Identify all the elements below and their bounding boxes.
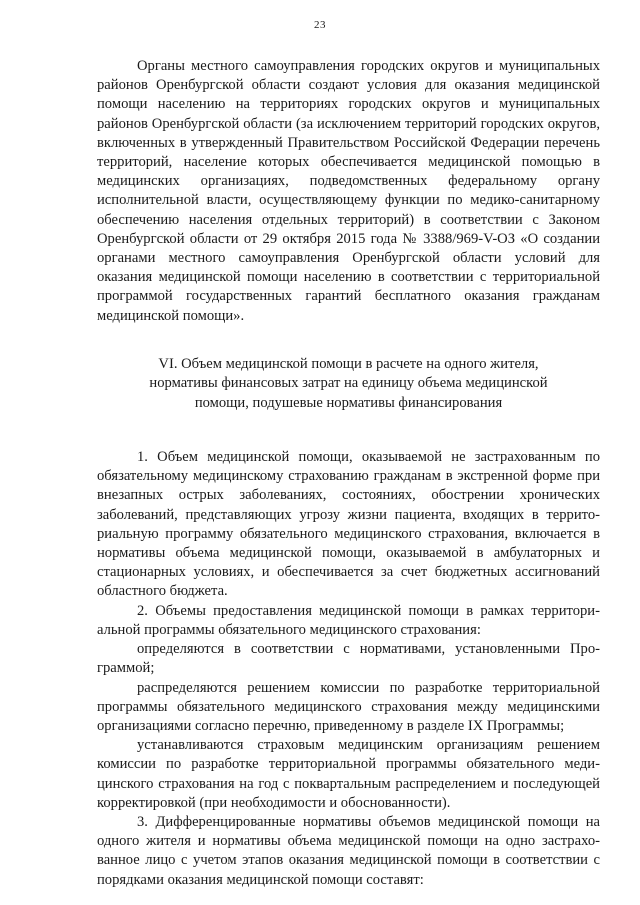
section-heading [97, 355, 600, 413]
paragraph-subitem-defined: определяются в соответствии с нормативами, установленными Программой; [97, 641, 600, 677]
paragraph-subitem-established: устанавливаются страховым медицинским организациям решением комиссии по разработке территориальной программы обязательного медицинского страхования на год с поквартальным распределением и последующей корректировкой (при необходимости и обоснованности). [97, 737, 600, 811]
section-heading-line: нормативы финансовых затрат на единицу объема медицинской [149, 375, 548, 392]
paragraph-item-2: 2. Объемы предоставления медицинской помощи в рамках территориальной программы обязательного медицинского страхования: [97, 602, 600, 638]
paragraph-item-1: 1. Объем медицинской помощи, оказываемой не застрахованным по обязательному медицинскому страхованию гражданам в экстренной форме при внезапных острых заболеваниях, состояниях, обострении хронических заболеваний, представляющих угрозу жизни пациента, входящих в территориальную программу обязательного медицинского страхования, включается в нормативы объема медицинской помощи, оказываемой в амбулаторных и стационарных условиях, и обеспечивается за счет бюджетных ассигнований областного бюджета. [97, 449, 600, 600]
paragraph-item-3: 3. Дифференцированные нормативы объемов медицинской помощи на одного жителя и нормативы объема медицинской помощи на одно застрахованное лицо с учетом этапов оказания медицинской помощи в соответствии с порядками оказания медицинской помощи составят: [97, 813, 600, 888]
page-number: 23 [314, 19, 326, 31]
document-body [97, 57, 600, 890]
paragraph-subitem-distributed: распределяются решением комиссии по разработке территориальной программы обязательного медицинского страхования между медицинскими организациями согласно перечню, приведенному в разделе IX Программы; [97, 679, 600, 734]
paragraph-local-government: Органы местного самоуправления городских округов и муниципальных районов Оренбургской области создают условия для оказания медицинской помощи населению на территориях городских округов и муниципальных районов Оренбургской области (за исключением территорий городских округов, включенных в утвержденный Правительством Российской Федерации перечень территорий, население которых обеспечивается медицинской помощью в медицинских организациях, подведомственных федеральному органу исполнительной власти, осуществляющему функции по медико-санитарному обеспечению населения отдельных территорий) в соответствии с Законом Оренбургской области от 29 октября 2015 года № 3388/969-V-ОЗ «О создании органами местного самоуправления Оренбургской области условий для оказания медицинской помощи населению в соответствии с территориальной программой государственных гарантий бесплатного оказания гражданам медицинской помощи». [97, 58, 600, 324]
section-heading-line: VI. Объем медицинской помощи в расчете на одного жителя, [158, 355, 539, 372]
section-heading-line: помощи, подушевые нормативы финансирования [194, 394, 503, 411]
